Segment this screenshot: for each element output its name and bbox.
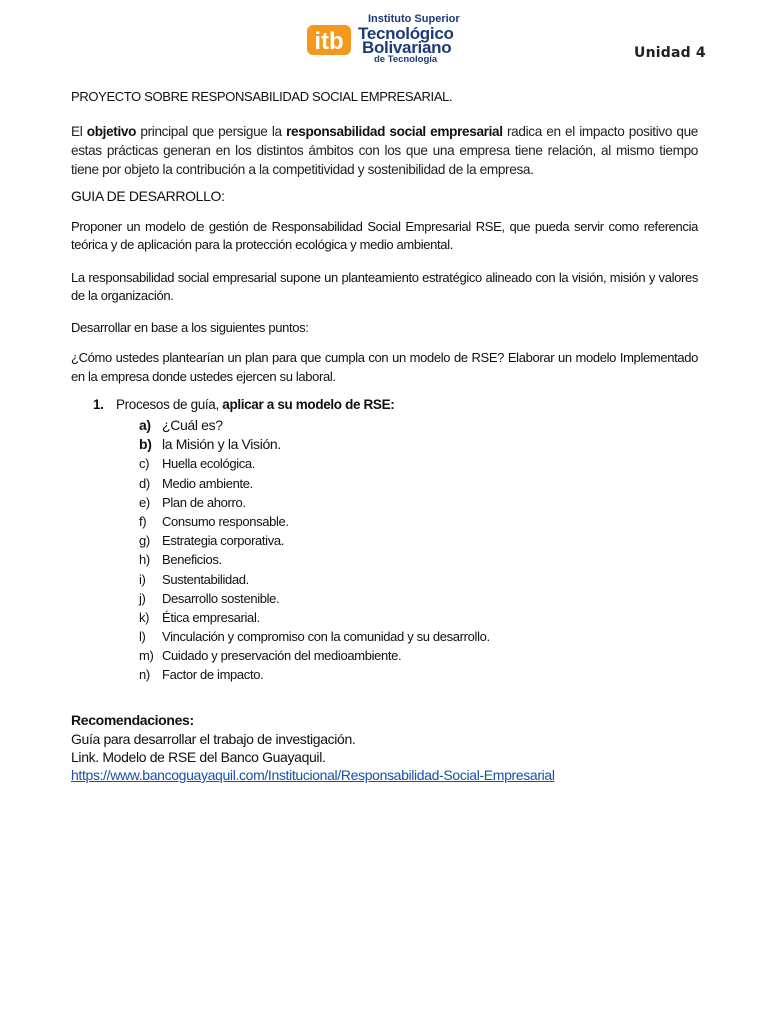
list-item: a) ¿Cuál es? [139, 417, 223, 433]
step-number: 1. [93, 397, 104, 412]
keyword-objetivo: objetivo [86, 124, 137, 139]
recommendations-heading: Recomendaciones: [71, 712, 194, 728]
list-item: f) Consumo responsable. [139, 513, 289, 529]
guide-items-list [139, 416, 490, 685]
intro-paragraph: El objetivo principal que persigue la responsabilidad social empresarial radica en el impacto positivo que estas prácticas generan en los distintos ámbitos con los que una empresa tiene relación, al mismo tiempo tiene por objeto la contribución a la competitividad y sostenibilidad de la empresa. [71, 124, 698, 177]
logo-line-2: Tecnológico [358, 24, 454, 43]
recommendation-line-1: Guía para desarrollar el trabajo de investigación. [71, 731, 356, 747]
paragraph-question: ¿Cómo ustedes plantearían un plan para que cumpla con un modelo de RSE? Elaborar un modelo Implementado en la empresa donde ustedes ejercen su laboral. [71, 350, 698, 384]
list-item: l) Vinculación y compromiso con la comunidad y su desarrollo. [139, 629, 490, 645]
itb-logo-icon [306, 15, 352, 61]
recommendation-line-2: Link. Modelo de RSE del Banco Guayaquil. [71, 749, 326, 765]
list-item: e) Plan de ahorro. [139, 494, 246, 510]
guide-heading: GUIA DE DESARROLLO: [71, 188, 225, 204]
logo-line-1: Instituto Superior [368, 13, 460, 25]
paragraph-strategy: La responsabilidad social empresarial supone un planteamiento estratégico alineado con la visión, misión y valores de la organización. [71, 270, 698, 303]
list-item: b) la Misión y la Visión. [139, 436, 281, 453]
keyword-rse: responsabilidad social empresarial [286, 124, 503, 139]
list-item: d) Medio ambiente. [139, 475, 253, 491]
logo-mark-text: itb [314, 28, 344, 55]
logo-line-3: Bolivariano [362, 38, 452, 57]
list-item: k) Ética empresarial. [139, 609, 260, 625]
list-item: g) Estrategia corporativa. [139, 533, 285, 549]
institute-logo [306, 13, 466, 67]
step-1 [93, 397, 394, 412]
document-title: PROYECTO SOBRE RESPONSABILIDAD SOCIAL EMPRESARIAL. [71, 89, 453, 104]
list-item: m) Cuidado y preservación del medioambiente. [139, 648, 402, 664]
paragraph-points-intro: Desarrollar en base a los siguientes puntos: [71, 320, 309, 335]
list-item: i) Sustentabilidad. [139, 571, 249, 587]
list-item: j) Desarrollo sostenible. [139, 590, 280, 606]
banco-guayaquil-link[interactable]: https://www.bancoguayaquil.com/Institucional/Responsabilidad-Social-Empresarial [71, 767, 555, 783]
step-bold-text: aplicar a su modelo de RSE: [222, 397, 395, 412]
list-item: h) Beneficios. [139, 552, 222, 568]
paragraph-proposal: Proponer un modelo de gestión de Responsabilidad Social Empresarial RSE, que pueda servir como referencia teórica y de aplicación para la protección ecológica y medio ambiental. [71, 219, 698, 252]
list-item: c) Huella ecológica. [139, 456, 256, 472]
unit-label: Unidad 4 [634, 45, 706, 61]
list-item: n) Factor de impacto. [139, 667, 264, 683]
step-text: Procesos de guía, [116, 397, 223, 412]
logo-line-4: de Tecnología [374, 54, 438, 65]
